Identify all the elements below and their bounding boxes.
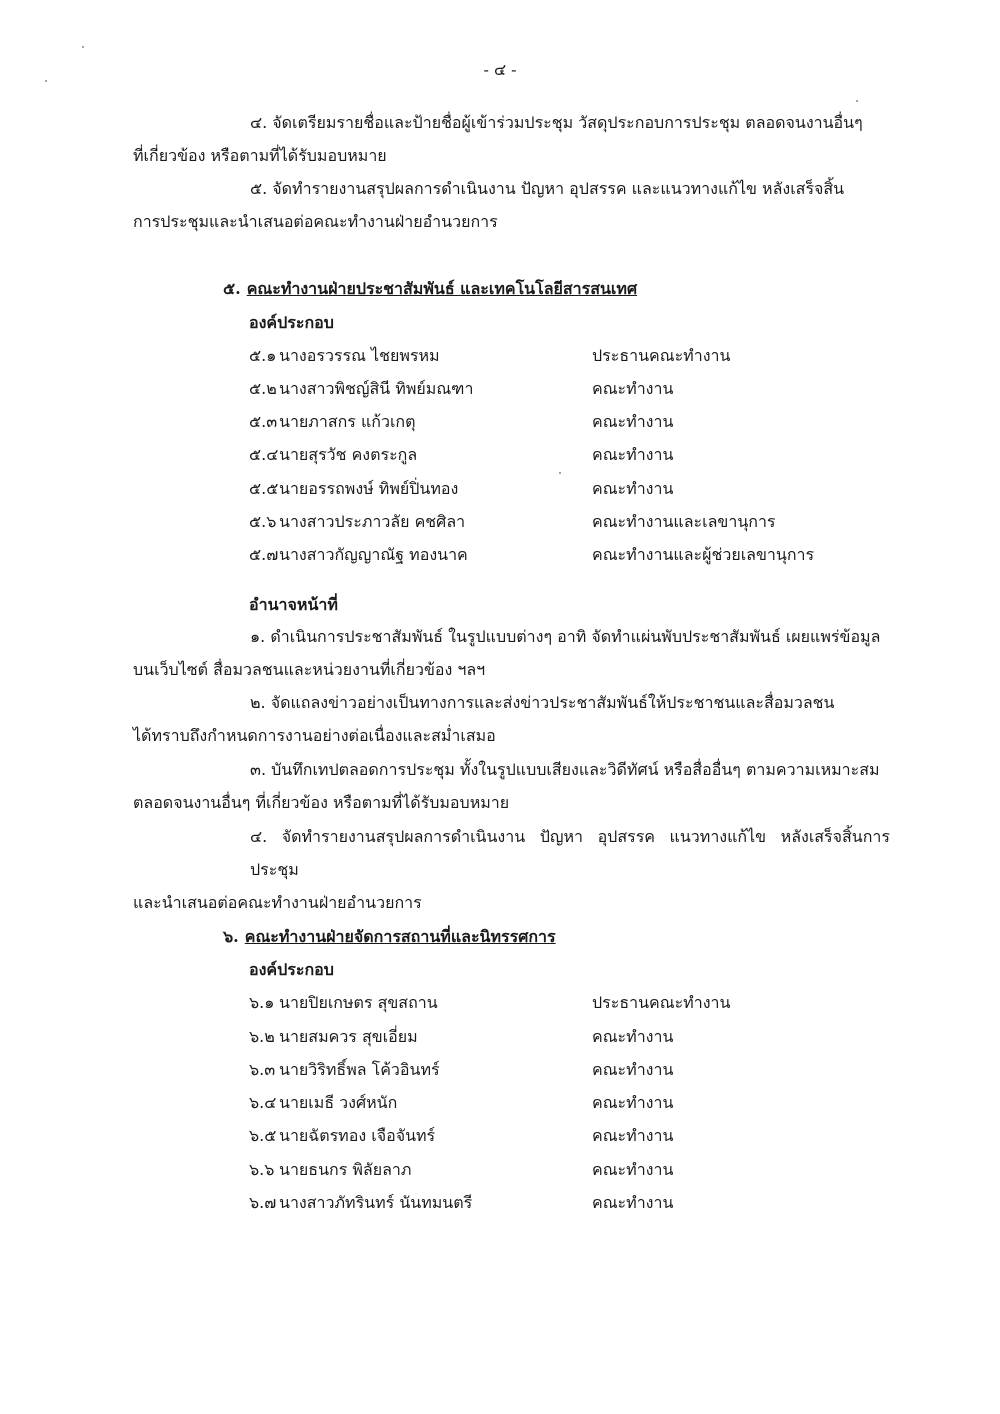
duties-label: อำนาจหน้าที่ [249, 595, 338, 614]
intro-paragraph-5 [133, 172, 890, 238]
paragraph-first-line: ๔. จัดทำรายงานสรุปผลการดำเนินงาน ปัญหา อุปสรรค แนวทางแก้ไข หลังเสร็จสิ้นการประชุม [250, 827, 890, 879]
duty-paragraph [133, 753, 890, 819]
member-number: ๕.๓ [249, 412, 278, 431]
composition-label: องค์ประกอบ [249, 313, 334, 332]
member-role: คณะทำงานและผู้ช่วยเลขานุการ [592, 545, 815, 564]
duty-paragraph [133, 686, 890, 752]
scan-speck [82, 46, 84, 48]
member-number: ๖.๖ [249, 1160, 275, 1179]
member-name: นายวิริทธิ์พล โค้วอินทร์ [279, 1060, 440, 1079]
member-number: ๕.๗ [249, 545, 279, 564]
section-6-heading [223, 925, 556, 950]
paragraph-continuation: ที่เกี่ยวข้อง หรือตามที่ได้รับมอบหมาย [133, 146, 387, 165]
member-name: นางอรวรรณ ไชยพรหม [279, 346, 440, 365]
member-row [249, 477, 889, 507]
member-row [249, 543, 889, 573]
member-number: ๕.๕ [249, 479, 279, 498]
duty-paragraph [133, 820, 890, 919]
member-row [249, 443, 889, 473]
paragraph-first-line: ๑. ดำเนินการประชาสัมพันธ์ ในรูปแบบต่างๆ อาทิ จัดทำแผ่นพับประชาสัมพันธ์ เผยแพร่ข้อมูล [250, 627, 881, 646]
member-row [249, 1158, 889, 1188]
member-number: ๖.๔ [249, 1093, 277, 1112]
member-name: นายสุรวัช คงตระกูล [279, 445, 418, 464]
composition-label: องค์ประกอบ [249, 960, 334, 979]
duty-paragraph [133, 620, 890, 686]
member-name: นายเมธี วงศ์หนัก [279, 1093, 398, 1112]
member-name: นายฉัตรทอง เจือจันทร์ [279, 1126, 436, 1145]
member-role: คณะทำงาน [592, 1027, 674, 1046]
member-role: คณะทำงาน [592, 1126, 674, 1145]
section-5-heading [223, 277, 637, 302]
member-row [249, 410, 889, 440]
paragraph-continuation: และนำเสนอต่อคณะทำงานฝ่ายอำนวยการ [133, 893, 422, 912]
member-name: นายปิยเกษตร สุขสถาน [279, 993, 438, 1012]
member-number: ๖.๒ [249, 1027, 275, 1046]
member-name: นางสาวภัทรินทร์ นันทมนตรี [279, 1193, 473, 1212]
member-number: ๕.๖ [249, 512, 277, 531]
member-role: ประธานคณะทำงาน [592, 993, 731, 1012]
member-row [249, 1058, 889, 1088]
member-role: คณะทำงาน [592, 479, 674, 498]
paragraph-first-line: ๔. จัดเตรียมรายชื่อและป้ายชื่อผู้เข้าร่วมประชุม วัสดุประกอบการประชุม ตลอดจนงานอื่นๆ [250, 113, 863, 132]
section-title: คณะทำงานฝ่ายจัดการสถานที่และนิทรรศการ [244, 927, 556, 946]
member-role: คณะทำงาน [592, 445, 674, 464]
member-role: คณะทำงานและเลขานุการ [592, 512, 776, 531]
member-number: ๖.๗ [249, 1193, 277, 1212]
member-row [249, 377, 889, 407]
section-number: ๕. [223, 279, 241, 298]
section-title: คณะทำงานฝ่ายประชาสัมพันธ์ และเทคโนโลยีสารสนเทศ [246, 279, 638, 298]
paragraph-continuation: การประชุมและนำเสนอต่อคณะทำงานฝ่ายอำนวยการ [133, 212, 498, 231]
member-role: คณะทำงาน [592, 1093, 674, 1112]
intro-paragraph-4 [133, 106, 890, 172]
member-row [249, 510, 889, 540]
member-number: ๕.๔ [249, 445, 279, 464]
scan-speck [856, 100, 858, 102]
paragraph-continuation: บนเว็บไซต์ สื่อมวลชนและหน่วยงานที่เกี่ยวข้อง ฯลฯ [133, 660, 486, 679]
paragraph-continuation: ตลอดจนงานอื่นๆ ที่เกี่ยวข้อง หรือตามที่ได้รับมอบหมาย [133, 793, 510, 812]
member-role: คณะทำงาน [592, 1060, 674, 1079]
member-number: ๖.๓ [249, 1060, 276, 1079]
member-name: นายภาสกร แก้วเกตุ [279, 412, 416, 431]
member-name: นางสาวกัญญาณัฐ ทองนาค [279, 545, 468, 564]
paragraph-first-line: ๓. บันทึกเทปตลอดการประชุม ทั้งในรูปแบบเสียงและวิดีทัศน์ หรือสื่ออื่นๆ ตามความเหมาะสม [250, 760, 880, 779]
member-row [249, 344, 889, 374]
member-row [249, 1091, 889, 1121]
member-number: ๕.๒ [249, 379, 277, 398]
member-name: นางสาวพิชญ์สินี ทิพย์มณฑา [279, 379, 474, 398]
member-row [249, 1191, 889, 1221]
paragraph-first-line: ๕. จัดทำรายงานสรุปผลการดำเนินงาน ปัญหา อุปสรรค และแนวทางแก้ไข หลังเสร็จสิ้น [250, 179, 845, 198]
member-role: คณะทำงาน [592, 1160, 674, 1179]
member-row [249, 991, 889, 1021]
member-role: คณะทำงาน [592, 1193, 674, 1212]
member-name: นางสาวประภาวลัย คชศิลา [279, 512, 466, 531]
member-name: นายสมควร สุขเอี่ยม [279, 1027, 418, 1046]
section-number: ๖. [223, 927, 239, 946]
paragraph-continuation: ได้ทราบถึงกำหนดการงานอย่างต่อเนื่องและสม่ำเสมอ [133, 726, 496, 745]
member-name: นายอรรถพงษ์ ทิพย์ปิ่นทอง [279, 479, 459, 498]
member-row [249, 1025, 889, 1055]
member-number: ๖.๕ [249, 1126, 277, 1145]
paragraph-first-line: ๒. จัดแถลงข่าวอย่างเป็นทางการและส่งข่าวประชาสัมพันธ์ให้ประชาชนและสื่อมวลชน [250, 693, 835, 712]
member-role: คณะทำงาน [592, 412, 674, 431]
page-number: - ๔ - [483, 60, 517, 79]
member-number: ๕.๑ [249, 346, 277, 365]
member-role: ประธานคณะทำงาน [592, 346, 731, 365]
member-row [249, 1124, 889, 1154]
member-name: นายธนกร พิลัยลาภ [279, 1160, 412, 1179]
member-number: ๖.๑ [249, 993, 275, 1012]
member-role: คณะทำงาน [592, 379, 674, 398]
